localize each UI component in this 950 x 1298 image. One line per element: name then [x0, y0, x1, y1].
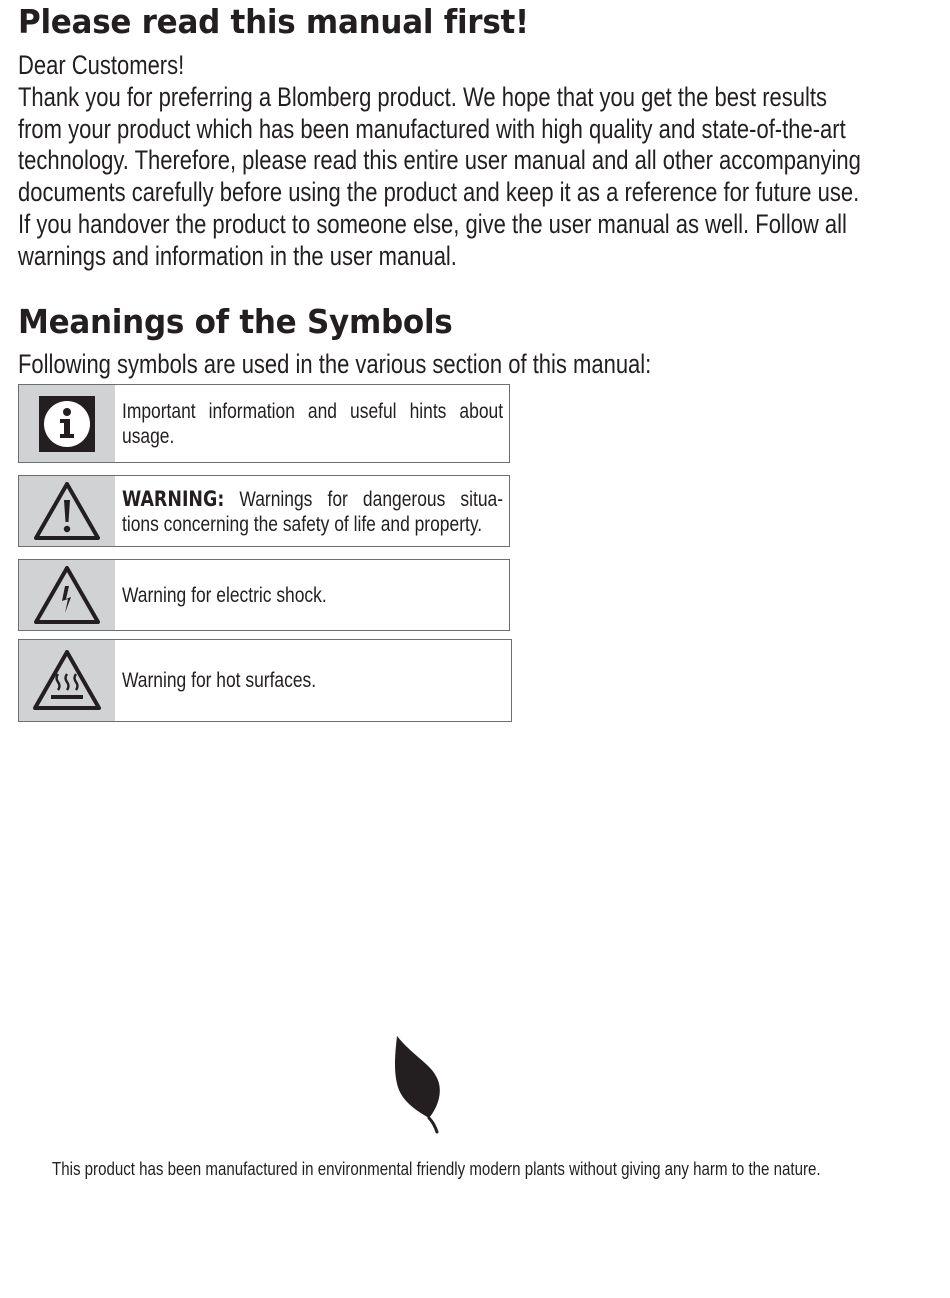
symbol-description-line: usage. — [122, 425, 175, 448]
hot-surface-icon — [19, 640, 115, 721]
intro-line: warnings and information in the user manual. — [18, 240, 457, 271]
symbol-description-line: tions concerning the safety of life and property. — [122, 513, 483, 536]
symbol-description — [122, 399, 503, 449]
symbol-row-info — [18, 384, 510, 463]
electric-shock-icon — [19, 560, 115, 630]
symbol-description-line: Warning for electric shock. — [122, 584, 327, 607]
symbol-description-line: Warning for hot surfaces. — [122, 669, 317, 692]
symbols-intro: Following symbols are used in the various section of this manual: — [18, 349, 652, 379]
symbol-row-warning — [18, 475, 510, 547]
intro-line: technology. Therefore, please read this entire user manual and all other accompanying — [18, 145, 861, 176]
symbol-row-hot-surface — [18, 639, 512, 722]
warning-text: Warnings for dangerous situa- — [239, 488, 504, 511]
page-title: Please read this manual first! — [18, 2, 529, 41]
intro-paragraph — [18, 82, 861, 272]
symbols-heading: Meanings of the Symbols — [18, 302, 453, 341]
symbol-description-line — [122, 487, 503, 512]
intro-line: Thank you for preferring a Blomberg product. We hope that you get the best results — [18, 82, 827, 112]
eco-statement: This product has been manufactured in environmental friendly modern plants without giving any harm to the nature. — [52, 1158, 821, 1179]
symbol-description — [122, 583, 503, 608]
intro-line: If you handover the product to someone else, give the user manual as well. Follow all — [18, 208, 847, 239]
symbol-row-electric-shock — [18, 559, 510, 631]
intro-line: documents carefully before using the product and keep it as a reference for future use. — [18, 177, 860, 208]
greeting: Dear Customers! — [18, 50, 185, 80]
symbol-description-line: Important information and useful hints about — [122, 400, 504, 423]
warning-label: WARNING: — [122, 487, 225, 511]
symbol-description — [122, 668, 505, 693]
intro-line: from your product which has been manufactured with high quality and state-of-the-art — [18, 113, 846, 144]
leaf-icon — [391, 1034, 443, 1134]
warning-triangle-icon — [19, 476, 115, 546]
info-icon — [19, 385, 115, 462]
symbol-description — [122, 487, 503, 537]
